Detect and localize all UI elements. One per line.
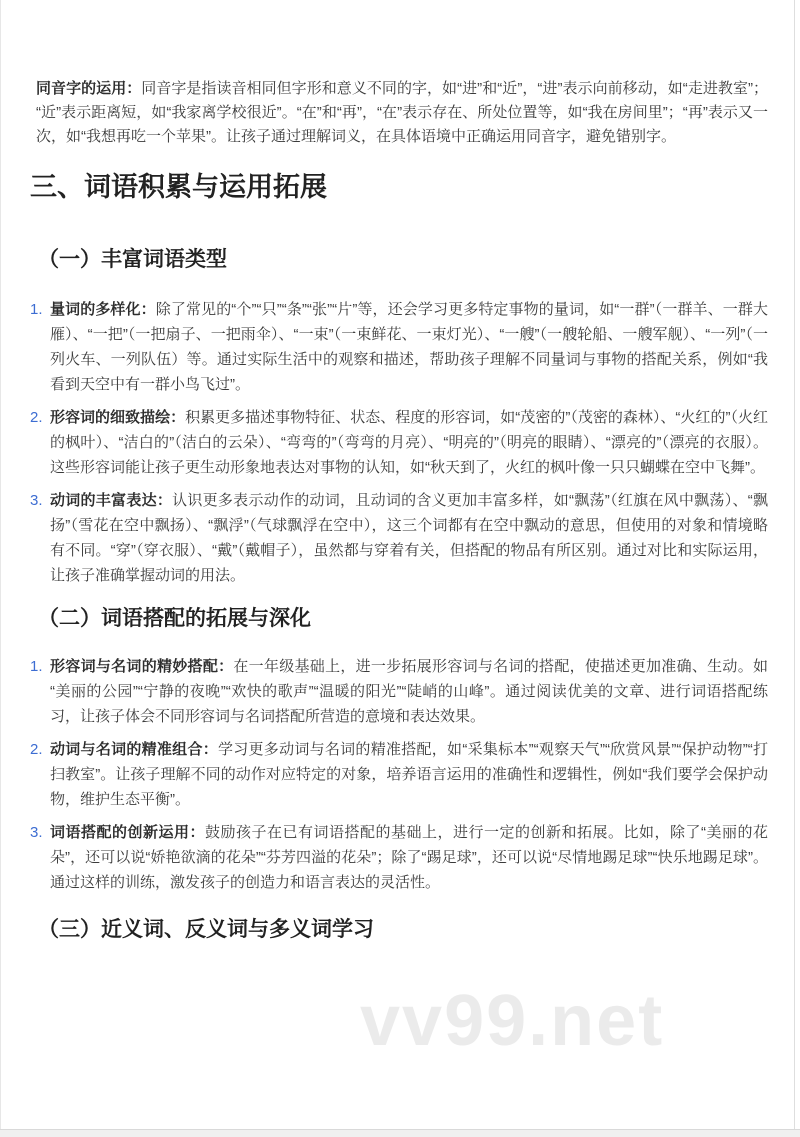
list-item	[30, 654, 768, 729]
item-text: 除了常见的“个”“只”“条”“张”“片”等，还会学习更多特定事物的量词，如“一群”（一群羊、一群大雁）、“一把”（一把扇子、一把雨伞）、“一束”（一束鲜花、一束灯光）、“一艘”（一艘轮船、一艘军舰）、“一列”（一列火车、一列队伍）等。通过实际生活中的观察和描述，帮助孩子理解不同量词与事物的搭配关系，例如“我看到天空中有一群小鸟飞过”。	[50, 301, 768, 393]
item-text: 积累更多描述事物特征、状态、程度的形容词，如“茂密的”（茂密的森林）、“火红的”（火红的枫叶）、“洁白的”（洁白的云朵）、“弯弯的”（弯弯的月亮）、“明亮的”（明亮的眼睛）、“漂亮的”（漂亮的衣服）。这些形容词能让孩子更生动形象地表达对事物的认知，如“秋天到了，火红的枫叶像一只只蝴蝶在空中飞舞”。	[50, 409, 768, 476]
item-text: 学习更多动词与名词的精准搭配，如“采集标本”“观察天气”“欣赏风景”“保护动物”“打扫教室”。让孩子理解不同的动作对应特定的对象，培养语言运用的准确性和逻辑性，例如“我们要学会保护动物，维护生态平衡”。	[50, 741, 768, 808]
item-text: 认识更多表示动作的动词，且动词的含义更加丰富多样，如“飘荡”（红旗在风中飘荡）、“飘扬”（雪花在空中飘扬）、“飘浮”（气球飘浮在空中），这三个词都有在空中飘动的意思，但使用的对象和情境略有不同。“穿”（穿衣服）、“戴”（戴帽子），虽然都与穿着有关，但搭配的物品有所区别。通过对比和实际运用，让孩子准确掌握动词的用法。	[50, 492, 768, 584]
intro-text: 同音字是指读音相同但字形和意义不同的字，如“进”和“近”，“进”表示向前移动，如“走进教室”；“近”表示距离短，如“我家离学校很近”。“在”和“再”，“在”表示存在、所处位置等，如“我在房间里”；“再”表示又一次，如“我想再吃一个苹果”。让孩子通过理解词义，在具体语境中正确运用同音字，避免错别字。	[36, 80, 768, 145]
list-number: 2.	[30, 409, 43, 426]
list-item	[30, 737, 768, 812]
intro-paragraph	[36, 77, 768, 149]
item-label: 形容词与名词的精妙搭配：	[50, 658, 234, 675]
section-3-heading: （三）近义词、反义词与多义词学习	[38, 918, 374, 941]
main-heading: 三、词语积累与运用拓展	[30, 172, 327, 202]
intro-label: 同音字的运用：	[36, 80, 142, 97]
watermark: vv99.net	[360, 981, 665, 1061]
item-label: 动词的丰富表达：	[50, 492, 173, 509]
item-label: 量词的多样化：	[50, 301, 156, 318]
list-item	[30, 405, 768, 480]
list-number: 3.	[30, 492, 43, 509]
item-label: 动词与名词的精准组合：	[50, 741, 218, 758]
list-item	[30, 820, 768, 895]
list-number: 1.	[30, 658, 43, 675]
list-number: 2.	[30, 741, 43, 758]
page-bottom-edge	[0, 1129, 800, 1137]
section-1-heading: （一）丰富词语类型	[38, 248, 227, 271]
section-1-list	[30, 297, 768, 588]
section-2-heading: （二）词语搭配的拓展与深化	[38, 607, 311, 630]
section-2-list	[30, 654, 768, 895]
item-text: 鼓励孩子在已有词语搭配的基础上，进行一定的创新和拓展。比如，除了“美丽的花朵”，还可以说“娇艳欲滴的花朵”“芬芳四溢的花朵”；除了“踢足球”，还可以说“尽情地踢足球”“快乐地踢足球”。通过这样的训练，激发孩子的创造力和语言表达的灵活性。	[50, 824, 768, 891]
item-text: 在一年级基础上，进一步拓展形容词与名词的搭配，使描述更加准确、生动。如“美丽的公园”“宁静的夜晚”“欢快的歌声”“温暖的阳光”“陡峭的山峰”。通过阅读优美的文章、进行词语搭配练习，让孩子体会不同形容词与名词搭配所营造的意境和表达效果。	[50, 658, 768, 725]
list-item	[30, 297, 768, 397]
item-label: 形容词的细致描绘：	[50, 409, 186, 426]
item-label: 词语搭配的创新运用：	[50, 824, 205, 841]
list-number: 1.	[30, 301, 43, 318]
list-item	[30, 488, 768, 588]
list-number: 3.	[30, 824, 43, 841]
